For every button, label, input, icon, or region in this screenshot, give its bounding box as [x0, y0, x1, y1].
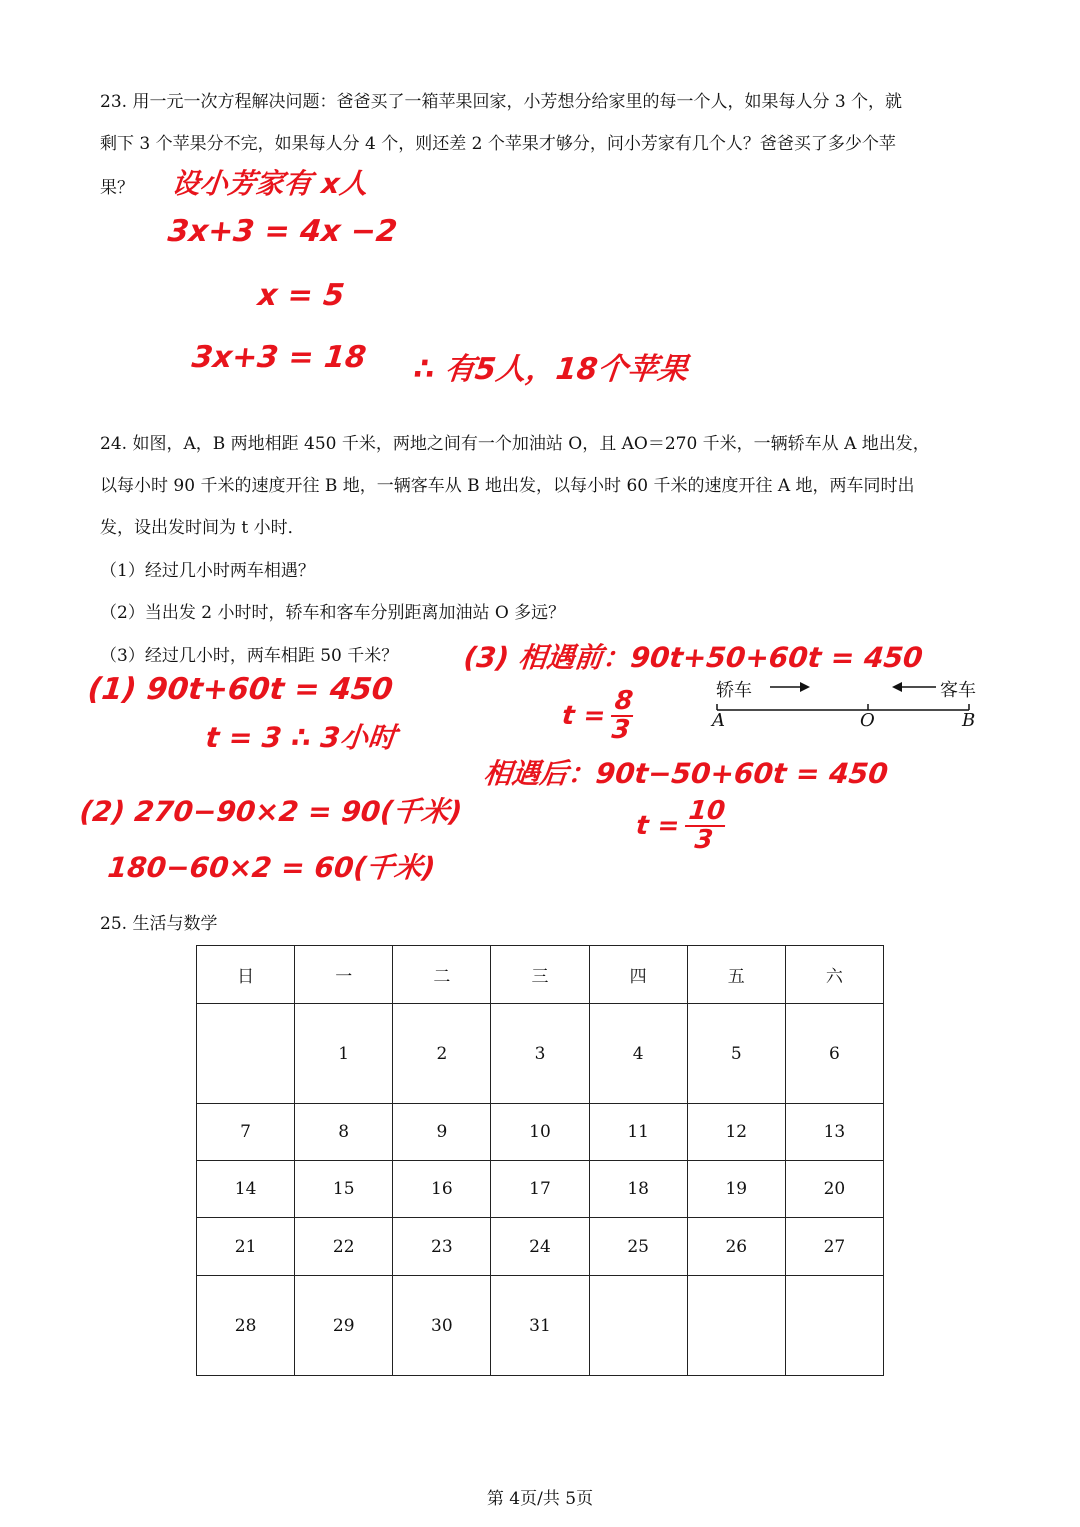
p3-after-fraction — [682, 798, 728, 855]
q24-hand-p3-before: (3) 相遇前：90t+50+60t = 450 — [462, 641, 925, 674]
calendar-day-cell: 19 — [687, 1161, 785, 1218]
q24-hand-p3-before-t — [559, 688, 636, 745]
calendar-day-cell: 30 — [393, 1276, 491, 1376]
q24-line-2: 以每小时 90 千米的速度开往 B 地，一辆客车从 B 地出发，以每小时 60 千米的速度开往 A 地，两车同时出 — [100, 476, 915, 496]
page-footer: 第 4页/共 5页 — [486, 1489, 594, 1509]
q25-title: 25. 生活与数学 — [100, 914, 218, 934]
q24-hand-p1-answer: t = 3 ∴ 3小时 — [204, 721, 398, 754]
p3-before-fraction — [608, 688, 636, 745]
calendar-day-cell — [197, 1004, 295, 1104]
calendar-day-cell: 2 — [393, 1004, 491, 1104]
p3-after-t-label: t = — [634, 810, 681, 841]
calendar-day-cell: 3 — [491, 1004, 589, 1104]
calendar-header-cell: 三 — [491, 946, 589, 1004]
q23-line-1: 23. 用一元一次方程解决问题：爸爸买了一箱苹果回家，小芳想分给家里的每一个人，如果每人分 3 个，就 — [100, 92, 903, 112]
point-o-label: O — [860, 710, 875, 731]
calendar-day-cell: 4 — [589, 1004, 687, 1104]
q24-hand-p1-equation: (1) 90t+60t = 450 — [86, 672, 395, 707]
calendar-table — [196, 945, 884, 1376]
calendar-day-cell: 31 — [491, 1276, 589, 1376]
calendar-day-cell: 20 — [785, 1161, 883, 1218]
calendar-header-cell: 六 — [785, 946, 883, 1004]
calendar-header-cell: 日 — [197, 946, 295, 1004]
q24-hand-p2-bus: 180−60×2 = 60(千米) — [106, 851, 437, 884]
calendar-day-cell: 18 — [589, 1161, 687, 1218]
q24-hand-p2-car: (2) 270−90×2 = 90(千米) — [78, 795, 464, 828]
calendar-day-cell: 25 — [589, 1218, 687, 1276]
q23-hand-apples: 3x+3 = 18 — [190, 340, 368, 375]
calendar-header-cell: 二 — [393, 946, 491, 1004]
bus-label: 客车 — [940, 680, 976, 701]
calendar-day-cell: 22 — [295, 1218, 393, 1276]
calendar-day-cell: 16 — [393, 1161, 491, 1218]
calendar-day-cell: 24 — [491, 1218, 589, 1276]
calendar-day-cell: 27 — [785, 1218, 883, 1276]
calendar-day-cell: 1 — [295, 1004, 393, 1104]
calendar-day-cell: 10 — [491, 1104, 589, 1161]
calendar-day-cell: 6 — [785, 1004, 883, 1104]
calendar-day-cell — [589, 1276, 687, 1376]
calendar-header-cell: 一 — [295, 946, 393, 1004]
calendar-day-cell: 28 — [197, 1276, 295, 1376]
q24-hand-p3-after-t — [633, 798, 728, 855]
calendar-day-cell: 5 — [687, 1004, 785, 1104]
p3-after-numerator: 10 — [685, 798, 728, 827]
q24-sub-2: （2）当出发 2 小时时，轿车和客车分别距离加油站 O 多远？ — [100, 603, 566, 623]
calendar-day-cell — [687, 1276, 785, 1376]
calendar-day-cell: 11 — [589, 1104, 687, 1161]
calendar-day-cell: 17 — [491, 1161, 589, 1218]
calendar-day-cell: 14 — [197, 1161, 295, 1218]
calendar-day-cell: 15 — [295, 1161, 393, 1218]
calendar-day-cell — [785, 1276, 883, 1376]
q23-hand-let: 设小芳家有 x人 — [170, 167, 370, 200]
q24-sub-3: （3）经过几小时，两车相距 50 千米？ — [100, 646, 399, 666]
p3-before-denominator: 3 — [610, 715, 632, 746]
calendar-day-cell: 29 — [295, 1276, 393, 1376]
calendar-day-cell: 8 — [295, 1104, 393, 1161]
calendar-week-row — [197, 1104, 884, 1161]
calendar-week-row — [197, 1218, 884, 1276]
calendar-header-cell: 四 — [589, 946, 687, 1004]
calendar-day-cell: 12 — [687, 1104, 785, 1161]
bus-arrow-head — [892, 682, 902, 692]
car-label: 轿车 — [716, 680, 752, 701]
calendar-header-row — [197, 946, 884, 1004]
q24-line-1: 24. 如图，A，B 两地相距 450 千米，两地之间有一个加油站 O，且 AO＝270 千米，一辆轿车从 A 地出发， — [100, 434, 930, 454]
calendar-week-row — [197, 1004, 884, 1104]
q23-hand-answer: ∴ 有5人，18个苹果 — [411, 352, 690, 387]
q23-line-2: 剩下 3 个苹果分不完，如果每人分 4 个，则还差 2 个苹果才够分，问小芳家有几个人？爸爸买了多少个苹 — [100, 134, 896, 154]
calendar-day-cell: 9 — [393, 1104, 491, 1161]
p3-before-t-label: t = — [560, 700, 607, 731]
calendar-day-cell: 7 — [197, 1104, 295, 1161]
calendar-day-cell: 26 — [687, 1218, 785, 1276]
p3-after-denominator: 3 — [693, 825, 715, 856]
q23-line-3: 果？ — [100, 178, 134, 198]
point-b-label: B — [962, 710, 976, 731]
q23-hand-solution: x = 5 — [256, 278, 347, 313]
point-a-label: A — [712, 710, 725, 731]
calendar-day-cell: 13 — [785, 1104, 883, 1161]
calendar-day-cell: 23 — [393, 1218, 491, 1276]
q24-hand-p3-after: 相遇后：90t−50+60t = 450 — [482, 757, 890, 790]
q23-hand-equation: 3x+3 = 4x −2 — [166, 214, 399, 249]
calendar-day-cell: 21 — [197, 1218, 295, 1276]
calendar-header-cell: 五 — [687, 946, 785, 1004]
q24-line-3: 发，设出发时间为 t 小时． — [100, 518, 305, 538]
q24-sub-1: （1）经过几小时两车相遇？ — [100, 561, 315, 581]
car-arrow-head — [800, 682, 810, 692]
calendar-week-row — [197, 1161, 884, 1218]
q24-diagram — [700, 670, 1000, 740]
calendar-week-row — [197, 1276, 884, 1376]
p3-before-numerator: 8 — [611, 688, 636, 717]
